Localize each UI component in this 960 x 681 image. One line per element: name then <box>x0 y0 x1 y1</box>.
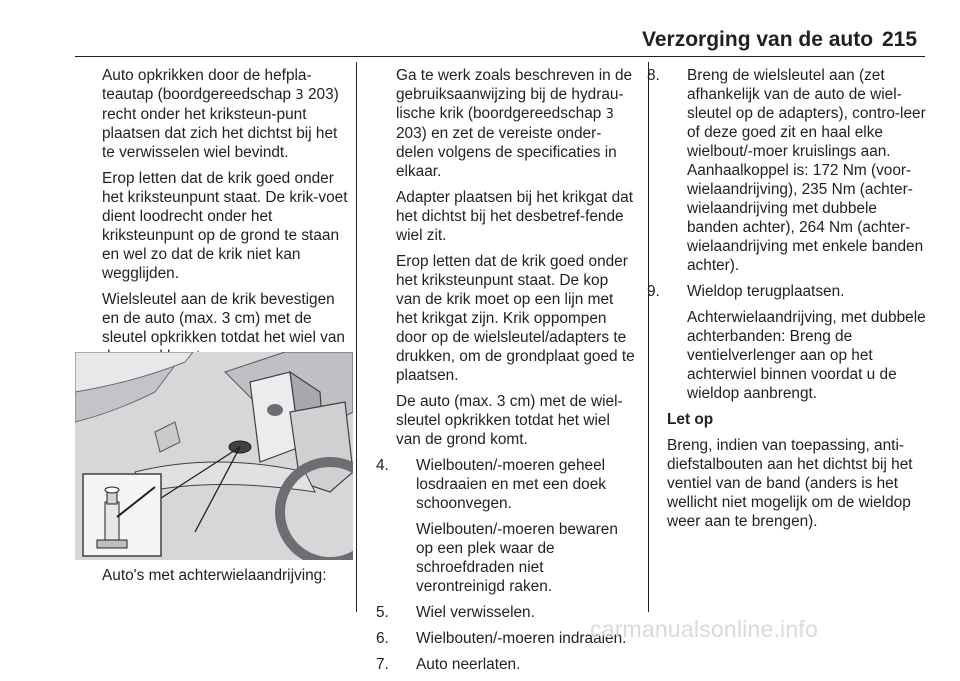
paragraph-text: Auto opkrikken door de hefpla-teautap (boordgereedschap <box>102 67 312 103</box>
section-title: Verzorging van de auto <box>642 28 874 51</box>
step-item <box>376 655 636 674</box>
column-1 <box>102 66 352 373</box>
column-divider-1 <box>356 62 357 612</box>
step-number: 8. <box>647 67 660 84</box>
step-text: Wielbouten/-moeren indraaien. <box>416 630 627 647</box>
page-number: 215 <box>882 28 918 51</box>
page-header <box>0 0 960 60</box>
page-reference-icon: 3 <box>295 88 304 103</box>
step-subtext: Achterwielaandrijving, met dubbele achterbanden: Breng de ventielverlenger aan op het achterwiel binnen voordat u de wieldop aanbrengt. <box>687 309 926 402</box>
paragraph <box>396 66 636 181</box>
step-text: Auto neerlaten. <box>416 656 521 673</box>
step-number: 6. <box>376 630 389 647</box>
column-2 <box>376 66 636 681</box>
step-number: 5. <box>376 604 389 621</box>
step-text: Wiel verwisselen. <box>416 604 535 621</box>
column-3 <box>647 66 929 538</box>
page-reference-icon: 3 <box>605 107 614 122</box>
step-subtext: Wielbouten/-moeren bewaren op een plek waar de schroefdraden niet verontreinigd raken. <box>416 521 618 595</box>
header-rule <box>75 56 925 57</box>
column-divider-2 <box>648 62 649 612</box>
note-text: Breng, indien van toepassing, anti-diefstalbouten aan het dichtst bij het ventiel van de band (anders is het wellicht niet mogelijk om de wieldop weer aan te brengen). <box>667 437 913 530</box>
paragraph: De auto (max. 3 cm) met de wiel-sleutel opkrikken totdat het wiel van de grond komt. <box>396 393 623 448</box>
step-text: Wieldop terugplaatsen. <box>687 283 845 300</box>
step-number: 9. <box>647 283 660 300</box>
paragraph-text: 203) recht onder het kriksteun-punt plaatsen dat zich het dichtst bij het te verwisselen wiel bevindt. <box>102 86 339 161</box>
paragraph: Wielsleutel aan de krik bevestigen en de auto (max. 3 cm) met de sleutel opkrikken totdat het wiel van <box>102 291 345 346</box>
step-item <box>376 456 636 596</box>
step-number: 7. <box>376 656 389 673</box>
paragraph: Erop letten dat de krik goed onder het kriksteunpunt staat. De kop van de krik moet op een lijn met het krikgat zijn. Krik oppompen door op de wielsleutel/adapters te drukken, om de grondplaat goed te plaatsen. <box>396 253 635 384</box>
step-text: Wielbouten/-moeren geheel losdraaien en met een doek schoonvegen. <box>416 457 606 512</box>
step-item <box>647 66 929 275</box>
figure-caption: Auto's met achterwielaandrijving: <box>102 567 327 584</box>
paragraph: Adapter plaatsen bij het krikgat dat het dichtst bij het desbetref-fende wiel zit. <box>396 189 633 244</box>
step-text: Breng de wielsleutel aan (zet afhankelijk van de auto de wiel-sleutel op de adapters), contro-leer of deze goed zit en haal elke wielbout/-moer kruislings aan. Aanhaalkoppel is: 172 Nm (voor-wielaandrijving), 235 Nm (achter-wielaandrijving met dubbele banden achter), 264 Nm (achter-wielaandrijving met enkele banden achter). <box>687 67 926 274</box>
step-item <box>647 282 929 403</box>
step-number: 4. <box>376 457 389 474</box>
paragraph-text: Ga te werk zoals beschreven in de gebruiksaanwijzing bij de hydrau-lische krik (boordgereedschap <box>396 67 633 122</box>
note-title: Let op <box>667 411 714 428</box>
watermark: carmanualsonline.info <box>590 616 818 642</box>
paragraph <box>102 66 352 162</box>
jack-illustration <box>75 352 353 560</box>
paragraph: Erop letten dat de krik goed onder het kriksteunpunt staat. De krik-voet dient loodrecht onder het kriksteunpunt op de grond te staan en wel zo dat de krik niet kan wegglijden. <box>102 170 348 282</box>
paragraph-text: 203) en zet de vereiste onder-delen volgens de specificaties in elkaar. <box>396 125 617 180</box>
jack-illustration-drawing <box>75 352 353 560</box>
